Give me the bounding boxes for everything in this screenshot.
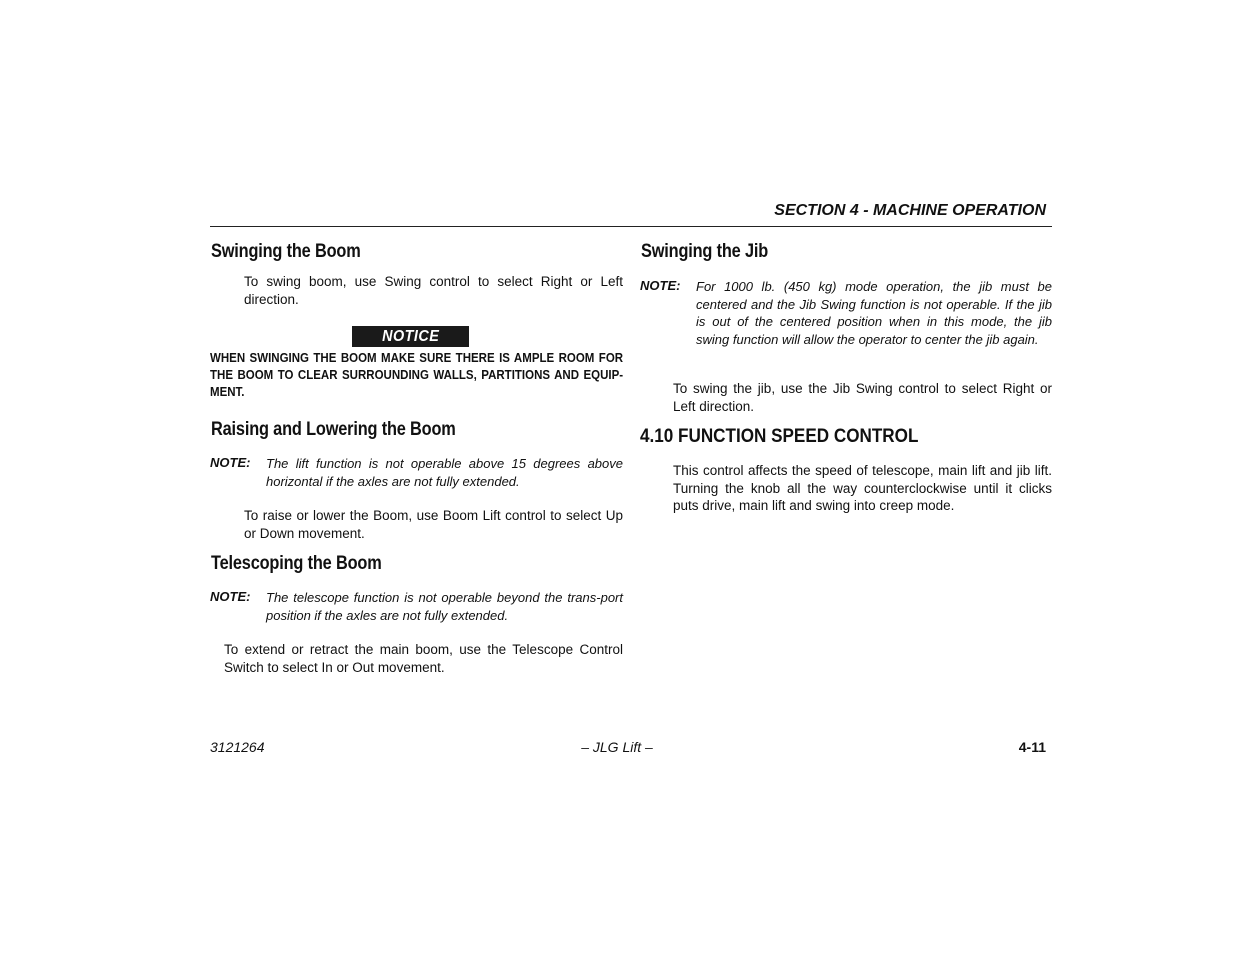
paragraph-raise-lower: To raise or lower the Boom, use Boom Lift control to select Up or Down movement. (244, 508, 623, 541)
note-text-lift: The lift function is not operable above 15 degrees above horizontal if the axles are not fully extended. (266, 456, 623, 489)
footer-center: – JLG Lift – (581, 739, 653, 755)
heading-telescoping-the-boom: Telescoping the Boom (211, 553, 382, 574)
footer-page-number: 4-11 (1018, 739, 1046, 755)
notice-badge (352, 326, 469, 347)
notice-label: NOTICE (381, 327, 440, 345)
note-text-telescope: The telescope function is not operable beyond the trans-port position if the axles are not fully extended. (266, 590, 623, 623)
note-label: NOTE: (210, 455, 251, 470)
header-rule (210, 226, 1052, 227)
notice-text: WHEN SWINGING THE BOOM MAKE SURE THERE IS AMPLE ROOM FOR THE BOOM TO CLEAR SURROUNDING WALLS, PARTITIONS AND EQUIP-MENT. (210, 351, 624, 399)
section-header: SECTION 4 - MACHINE OPERATION (774, 202, 1046, 219)
footer-doc-number: 3121264 (210, 739, 265, 755)
heading-swinging-the-jib: Swinging the Jib (641, 241, 769, 262)
paragraph-telescope: To extend or retract the main boom, use the Telescope Control Switch to select In or Out movement. (224, 642, 623, 675)
heading-function-speed-control: 4.10 FUNCTION SPEED CONTROL (640, 426, 919, 447)
note-label: NOTE: (640, 278, 681, 293)
heading-raising-and-lowering: Raising and Lowering the Boom (211, 419, 456, 440)
note-label: NOTE: (210, 589, 251, 604)
paragraph-swing-boom: To swing boom, use Swing control to select Right or Left direction. (244, 274, 623, 307)
paragraph-function-speed: This control affects the speed of telescope, main lift and jib lift. Turning the knob all the way counterclockwise until it clicks puts drive, main lift and swing into creep mode. (673, 463, 1052, 513)
paragraph-swing-jib: To swing the jib, use the Jib Swing control to select Right or Left direction. (673, 381, 1052, 414)
note-text-jib: For 1000 lb. (450 kg) mode operation, the jib must be centered and the Jib Swing function is not operable. If the jib is out of the centered position when in this mode, the jib swing function will allow the operator to center the jib again. (696, 279, 1052, 347)
heading-swinging-the-boom: Swinging the Boom (211, 241, 361, 262)
